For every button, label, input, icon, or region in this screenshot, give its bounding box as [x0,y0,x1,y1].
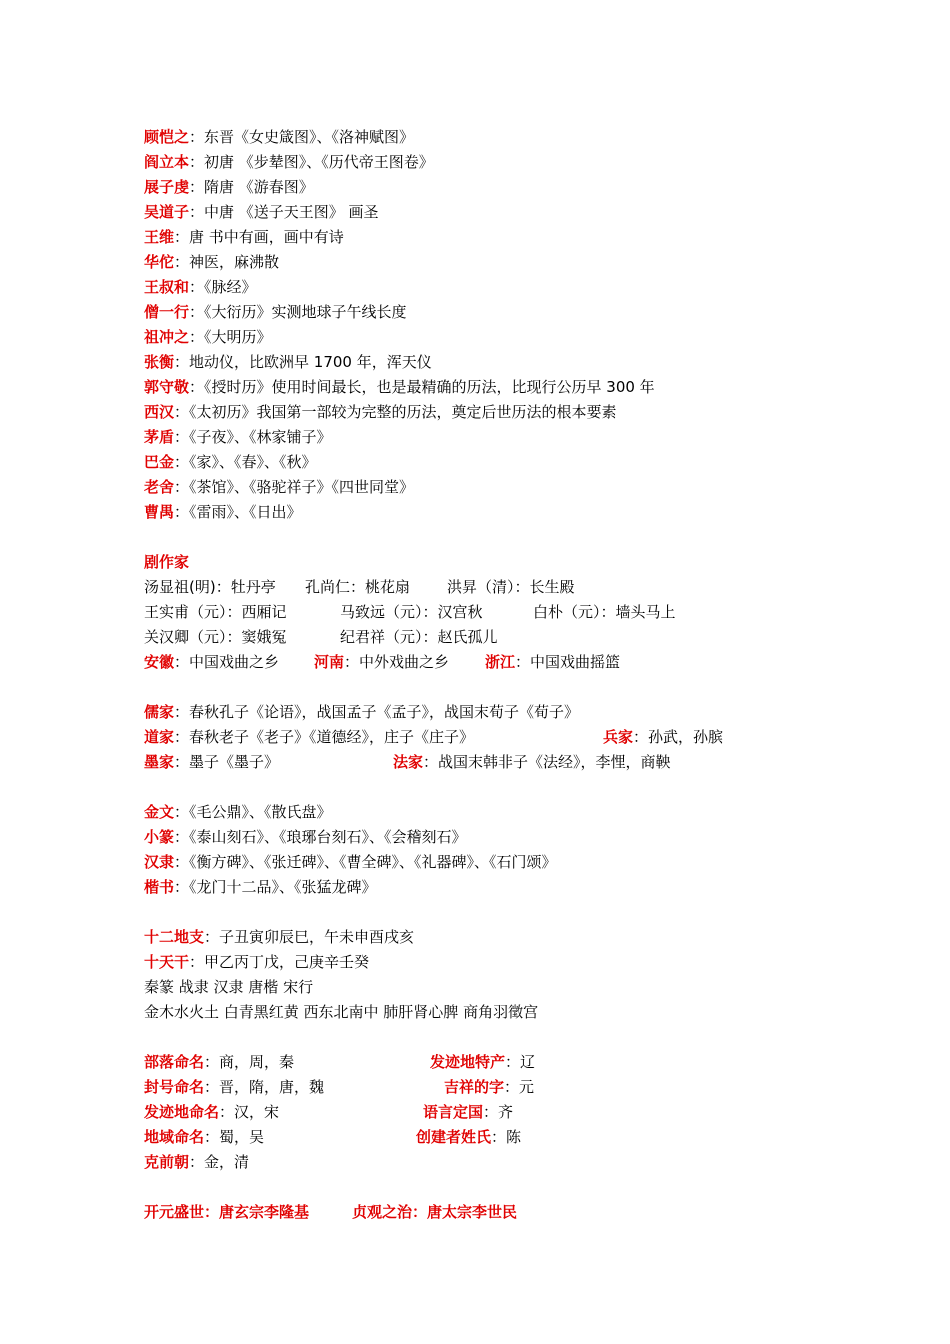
list-item [144,850,924,875]
region-name: 浙江 [485,653,516,671]
item-name: 小篆 [144,828,175,846]
item-text: ：《衡方碑》、《张迁碑》、《曹全碑》、《礼器碑》、《石门颂》 [174,853,557,871]
item-text: ：汉，宋 [219,1103,280,1121]
item-text: ：陈 [491,1128,522,1146]
item-text: ：《毛公鼎》、《散氏盘》 [174,803,332,821]
item-name: 创建者姓氏 [416,1128,492,1146]
drama-row [144,650,924,675]
item-name: 茅盾 [144,428,175,446]
list-item [144,800,924,825]
five-elements: 金木水火土 白青黑红黄 西东北南中 肺肝肾心脾 商角羽徵宫 [144,1003,539,1021]
school-name: 道家 [144,728,175,746]
drama-row [144,575,924,600]
item-text: ：中唐 《送子天王图》 画圣 [189,203,379,221]
dynasty-entry [144,1075,444,1100]
drama-entry: 白朴（元）：墙头马上 [533,603,676,621]
item-name: 张衡 [144,353,175,371]
drama-entry: 汤显祖(明)：牡丹亭 [144,578,276,596]
school-entry [393,750,671,775]
item-name: 华佗 [144,253,175,271]
item-text: ：《茶馆》、《骆驼祥子》《四世同堂》 [174,478,415,496]
list-item [144,400,924,425]
item-text: ：地动仪，比欧洲早 1700 年，浑天仪 [174,353,432,371]
item-text: ：《脉经》 [189,278,257,296]
item-text: ：神医，麻沸散 [174,253,280,271]
item-name: 部落命名 [144,1053,205,1071]
drama-entry: 王实甫（元）：西厢记 [144,603,287,621]
list-item [144,825,924,850]
item-text: ：商，周，秦 [204,1053,295,1071]
section-heading: 剧作家 [144,553,190,571]
figures-list [144,125,924,525]
drama-entry: 洪昇（清）：长生殿 [447,578,575,596]
item-text: ：《大衍历》实测地球子午线长度 [189,303,407,321]
item-text: ：甲乙丙丁戊，己庚辛壬癸 [189,953,370,971]
item-name: 金文 [144,803,175,821]
list-item [144,450,924,475]
item-text: ：蜀，吴 [204,1128,265,1146]
dynasty-entry [444,1075,534,1100]
list-item [144,875,924,900]
dynasty-row [144,1100,924,1125]
item-text: ：《泰山刻石》、《琅琊台刻石》、《会稽刻石》 [174,828,467,846]
region-text: ：中国戏曲之乡 [174,653,280,671]
list-item [144,475,924,500]
region-name: 安徽 [144,653,175,671]
school-name: 墨家 [144,753,175,771]
spacer [144,1175,924,1200]
zhenguan-era: 贞观之治：唐太宗李世民 [352,1203,518,1221]
school-text: ：春秋孔子《论语》，战国孟子《孟子》，战国末荀子《荀子》 [174,703,580,721]
item-name: 僧一行 [144,303,190,321]
item-text: ：齐 [483,1103,514,1121]
dynasty-entry [144,1050,430,1075]
list-item [144,300,924,325]
school-entry [144,725,603,750]
region-text: ：中国戏曲摇篮 [515,653,621,671]
drama-region [144,650,314,675]
item-text: ：金，清 [189,1153,250,1171]
school-text: ：孙武，孙膑 [633,728,724,746]
dynasty-entry [144,1100,423,1125]
item-name: 克前朝 [144,1153,190,1171]
list-item [144,500,924,525]
misc-section [144,925,924,1025]
list-item [144,325,924,350]
region-name: 河南 [314,653,345,671]
list-item [144,425,924,450]
spacer [144,525,924,550]
spacer [144,675,924,700]
list-item [144,275,924,300]
dynasty-entry [423,1100,513,1125]
list-item [144,950,924,975]
item-text: ：《雷雨》、《日出》 [174,503,302,521]
list-item [144,175,924,200]
item-name: 吉祥的字 [444,1078,505,1096]
list-item [144,375,924,400]
item-name: 地域命名 [144,1128,205,1146]
school-name: 儒家 [144,703,175,721]
item-name: 十二地支 [144,928,205,946]
item-name: 王维 [144,228,175,246]
item-name: 发迹地特产 [430,1053,506,1071]
school-entry [144,750,393,775]
item-text: ：辽 [505,1053,536,1071]
item-name: 阎立本 [144,153,190,171]
item-name: 汉隶 [144,853,175,871]
dynasty-entry [144,1125,416,1150]
script-styles: 秦篆 战隶 汉隶 唐楷 宋行 [144,978,314,996]
item-text: ：《子夜》、《林家铺子》 [174,428,332,446]
drama-entry: 孔尚仁：桃花扇 [305,578,411,596]
item-name: 祖冲之 [144,328,190,346]
list-item [144,350,924,375]
drama-region [485,650,620,675]
spacer [144,900,924,925]
dynasty-row [144,1050,924,1075]
drama-section [144,550,924,675]
list-item [144,925,924,950]
item-text: ：晋，隋，唐，魏 [204,1078,325,1096]
golden-ages [144,1200,924,1225]
dynasty-entry [430,1050,535,1075]
item-text: ：子丑寅卯辰巳，午未申酉戌亥 [204,928,415,946]
item-name: 展子虔 [144,178,190,196]
item-text: ：唐 书中有画，画中有诗 [174,228,344,246]
dynasty-row [144,1125,924,1150]
dynasty-row [144,1150,924,1175]
item-name: 语言定国 [423,1103,484,1121]
school-entry [603,725,723,750]
calligraphy-section [144,800,924,900]
school-text: ：春秋老子《老子》《道德经》，庄子《庄子》 [174,728,475,746]
item-name: 封号命名 [144,1078,205,1096]
schools-section [144,700,924,775]
item-text: ：隋唐 《游春图》 [189,178,314,196]
item-text: ：《家》、《春》、《秋》 [174,453,317,471]
item-name: 巴金 [144,453,175,471]
kaiyuan-era: 开元盛世：唐玄宗李隆基 [144,1203,310,1221]
spacer [144,775,924,800]
item-name: 王叔和 [144,278,190,296]
school-text: ：墨子《墨子》 [174,753,280,771]
drama-entry: 纪君祥（元）：赵氏孤儿 [340,628,498,646]
document-content [144,125,924,1225]
drama-entry: 马致远（元）：汉宫秋 [340,603,483,621]
school-row [144,725,924,750]
drama-region [314,650,485,675]
item-text: ：元 [504,1078,535,1096]
list-item [144,225,924,250]
list-item [144,200,924,225]
school-row [144,750,924,775]
item-text: ：东晋《女史箴图》、《洛神赋图》 [189,128,415,146]
spacer [144,1025,924,1050]
list-item [144,150,924,175]
item-text: ：初唐 《步辇图》、《历代帝王图卷》 [189,153,434,171]
school-name: 兵家 [603,728,634,746]
item-name: 十天干 [144,953,190,971]
dynasty-naming-section [144,1050,924,1175]
school-name: 法家 [393,753,424,771]
item-text: ：《大明历》 [189,328,272,346]
item-name: 吴道子 [144,203,190,221]
item-name: 顾恺之 [144,128,190,146]
drama-entry: 关汉卿（元）：窦娥冤 [144,628,287,646]
school-row [144,700,924,725]
drama-row [144,600,924,625]
item-text: ：《授时历》使用时间最长，也是最精确的历法，比现行公历早 300 年 [189,378,655,396]
item-name: 楷书 [144,878,175,896]
dynasty-entry [416,1125,521,1150]
dynasty-row [144,1075,924,1100]
item-name: 曹禺 [144,503,175,521]
item-name: 西汉 [144,403,175,421]
item-name: 郭守敬 [144,378,190,396]
list-item [144,125,924,150]
item-text: ：《龙门十二品》、《张猛龙碑》 [174,878,377,896]
item-text: ：《太初历》我国第一部较为完整的历法，奠定后世历法的根本要素 [174,403,617,421]
item-name: 发迹地命名 [144,1103,220,1121]
list-item [144,250,924,275]
school-text: ：战国末韩非子《法经》，李悝，商鞅 [423,753,671,771]
item-name: 老舍 [144,478,175,496]
region-text: ：中外戏曲之乡 [344,653,450,671]
drama-row [144,625,924,650]
